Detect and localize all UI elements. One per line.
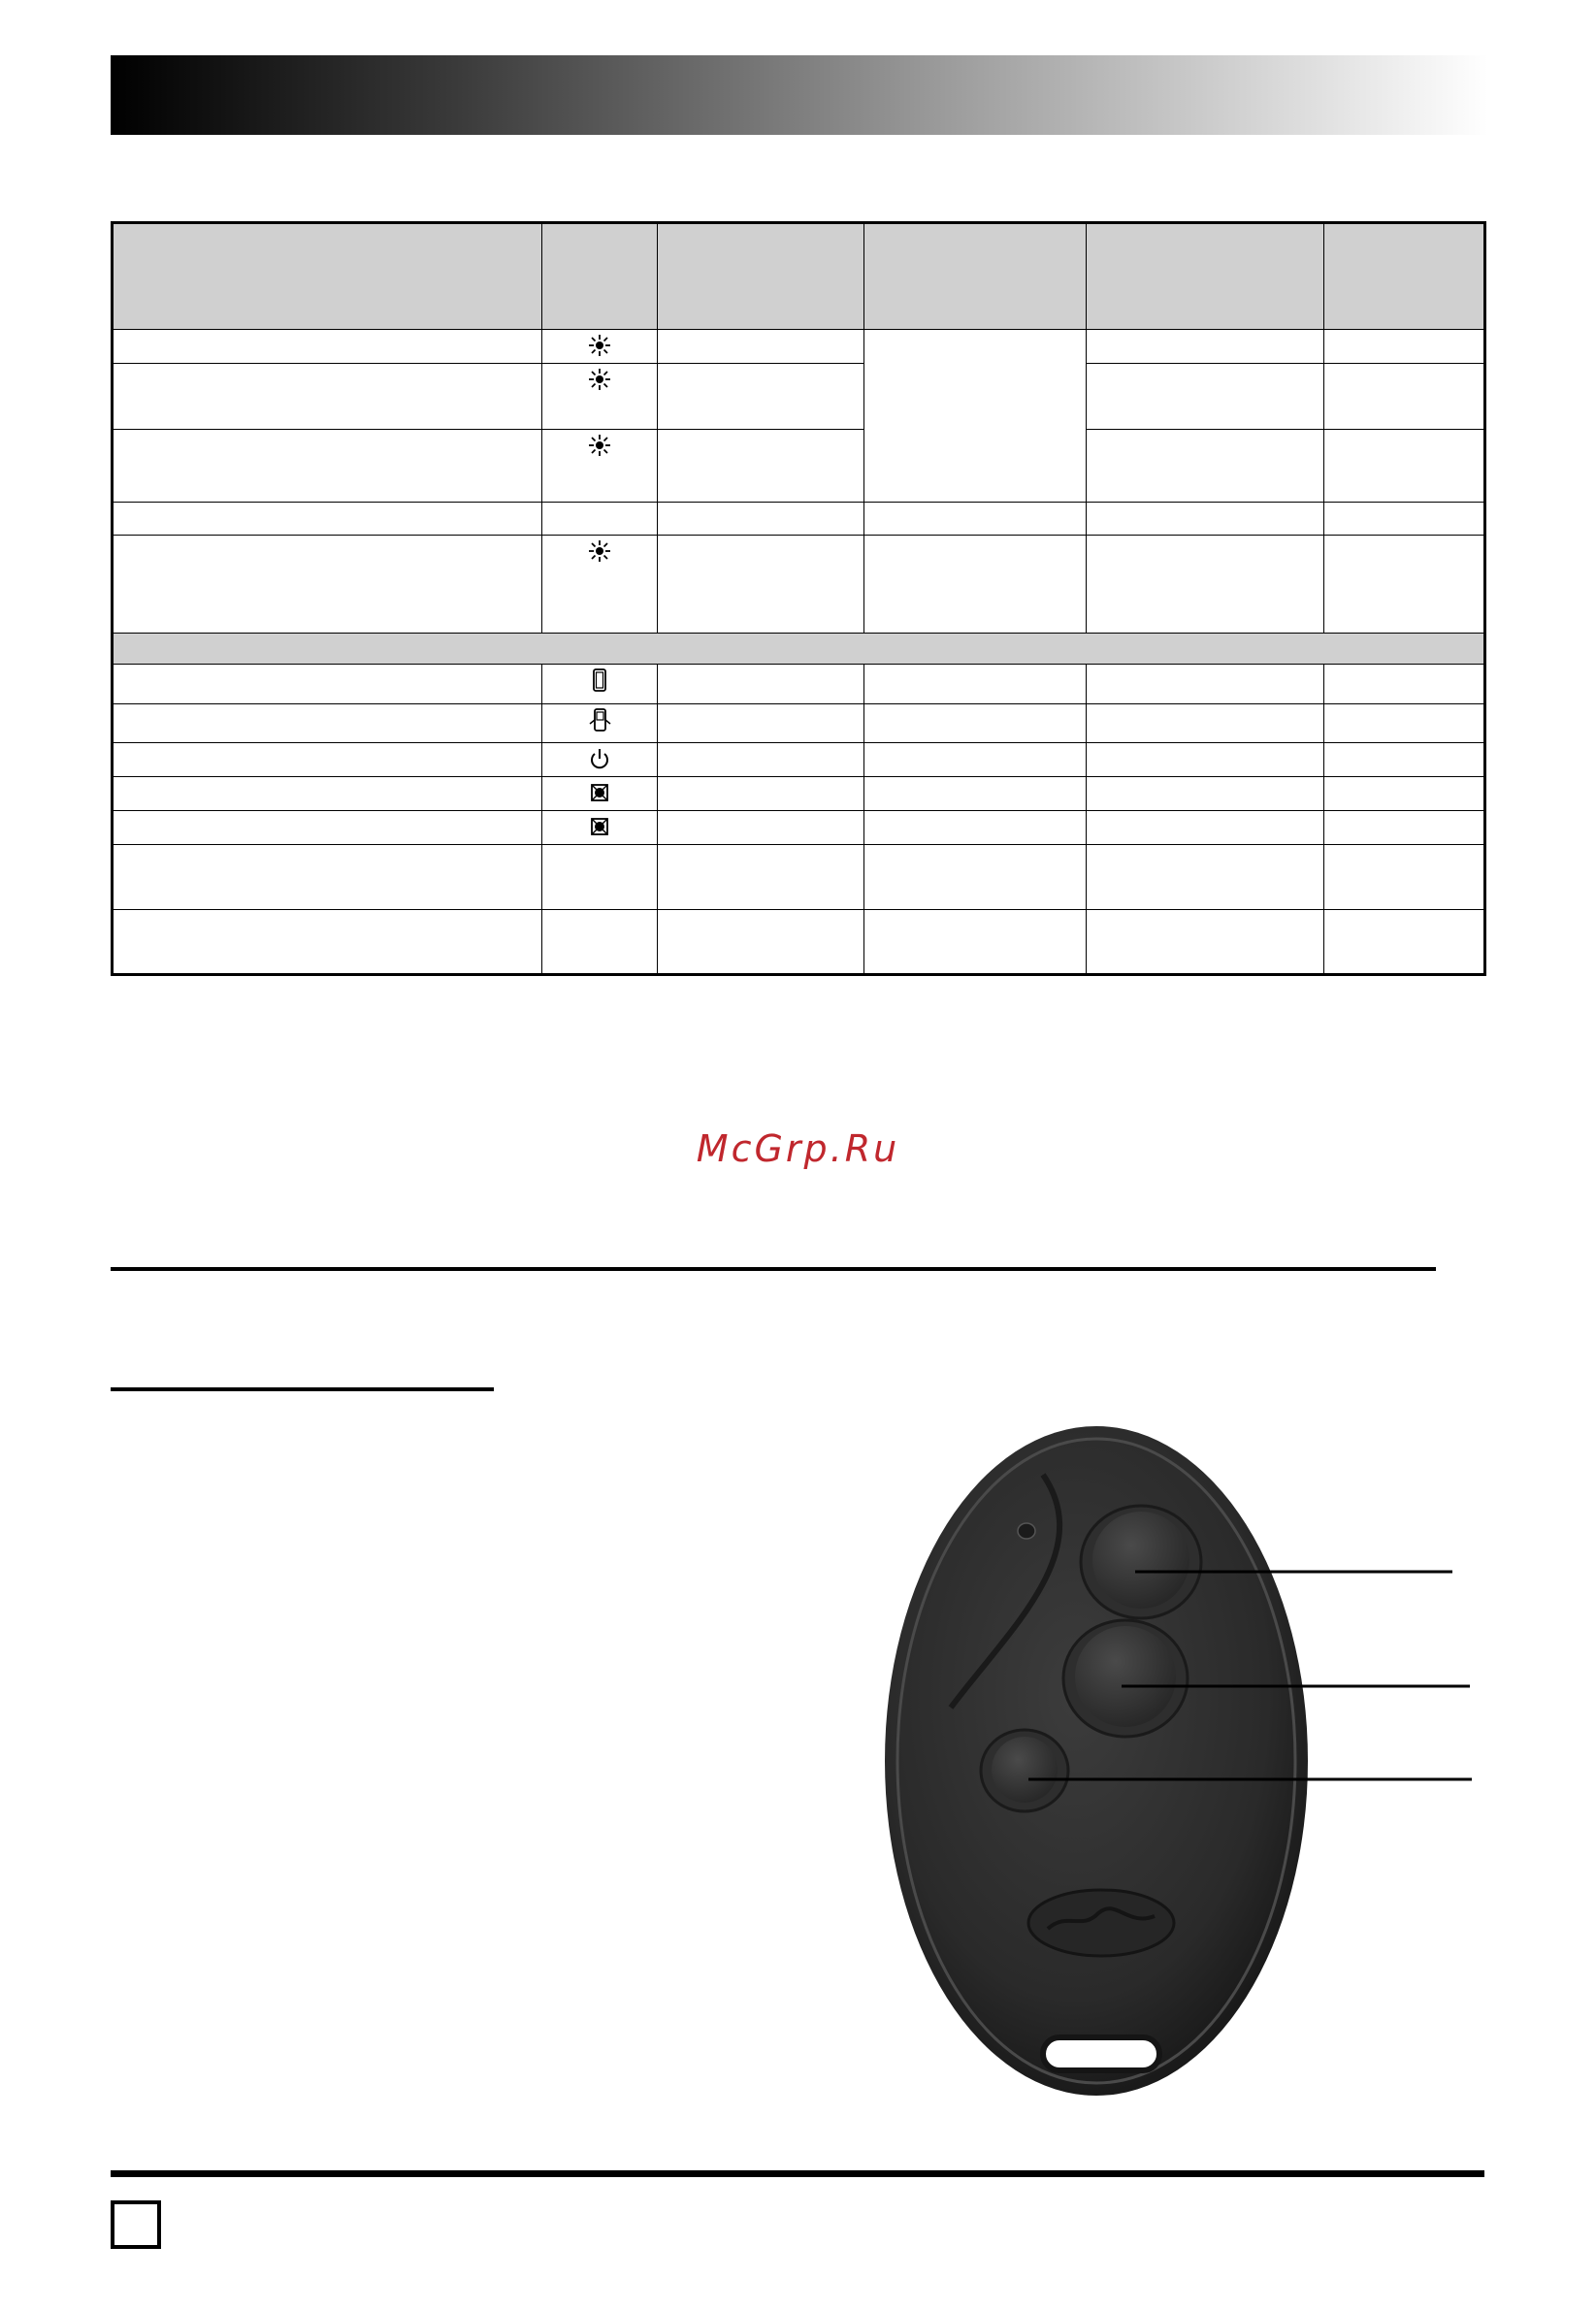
keyring-slot <box>1043 2037 1159 2070</box>
header-cell <box>864 223 1087 330</box>
table-row <box>113 430 1485 503</box>
door-closed-icon <box>587 667 612 693</box>
sun-icon <box>587 333 612 358</box>
table-row <box>113 704 1485 743</box>
header-cell <box>658 223 864 330</box>
table-row <box>113 503 1485 536</box>
watermark: McGrp.Ru <box>696 1127 900 1170</box>
footer-rule <box>111 2170 1484 2177</box>
sun-icon <box>587 433 612 458</box>
door-open-icon <box>587 707 612 732</box>
table-row <box>113 845 1485 910</box>
fan-icon <box>587 780 612 805</box>
sun-icon <box>587 538 612 564</box>
sun-icon <box>587 367 612 392</box>
table-row <box>113 811 1485 845</box>
logo-emboss <box>1028 1890 1174 1956</box>
table-row <box>113 330 1485 364</box>
table-row <box>113 665 1485 704</box>
fan-icon <box>587 814 612 839</box>
page-number-box <box>111 2200 161 2249</box>
section-divider <box>111 1267 1436 1271</box>
header-cell <box>542 223 658 330</box>
table-header-row <box>113 223 1485 330</box>
top-button[interactable] <box>1092 1512 1189 1609</box>
header-cell <box>113 223 542 330</box>
header-cell <box>1087 223 1324 330</box>
subsection-underline <box>111 1387 494 1391</box>
spec-table <box>111 221 1486 976</box>
header-cell <box>1324 223 1485 330</box>
remote-control-image <box>873 1416 1494 2115</box>
power-icon <box>587 746 612 771</box>
table-row <box>113 364 1485 430</box>
bottom-button[interactable] <box>992 1737 1058 1803</box>
middle-button[interactable] <box>1075 1626 1176 1727</box>
table-row <box>113 910 1485 975</box>
header-gradient-bar <box>111 55 1488 135</box>
table-row <box>113 777 1485 811</box>
table-row <box>113 743 1485 777</box>
table-section-row <box>113 634 1485 665</box>
led-indicator <box>1018 1523 1035 1539</box>
table-row <box>113 536 1485 634</box>
